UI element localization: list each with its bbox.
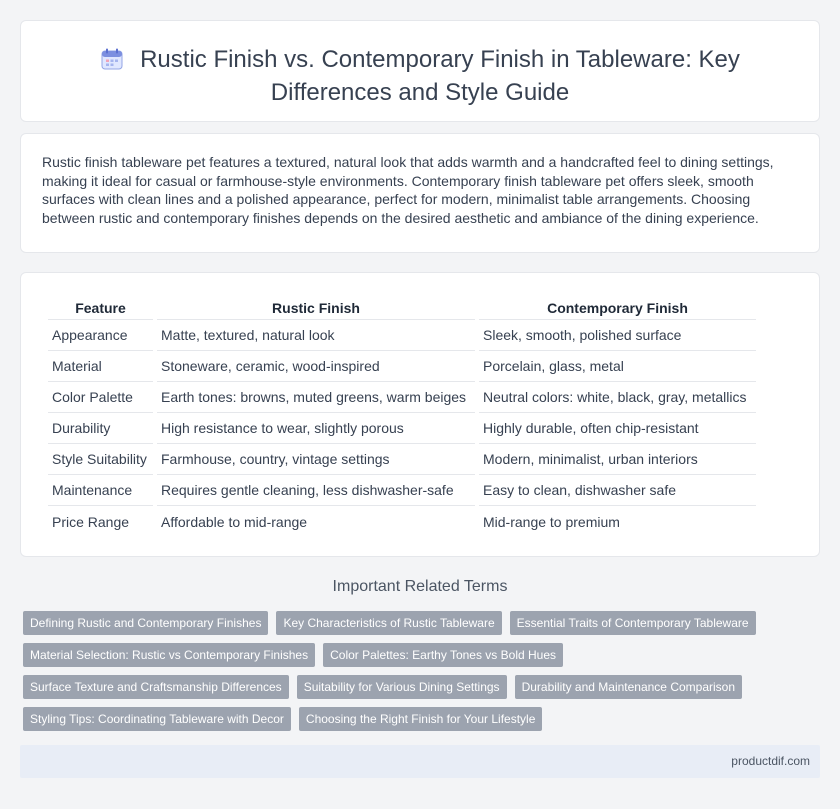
table-row bbox=[48, 413, 756, 444]
cell-rustic: Requires gentle cleaning, less dishwasher-safe bbox=[157, 475, 475, 506]
footer bbox=[20, 745, 820, 778]
cell-feature: Durability bbox=[48, 413, 153, 444]
title-line-2: Differences and Style Guide bbox=[270, 79, 570, 106]
term-tag[interactable]: Defining Rustic and Contemporary Finishes bbox=[23, 611, 268, 635]
term-tag[interactable]: Surface Texture and Craftsmanship Differences bbox=[23, 675, 289, 699]
intro-card bbox=[20, 133, 820, 253]
footer-site-link[interactable]: productdif.com bbox=[731, 754, 810, 768]
intro-text: Rustic finish tableware pet features a textured, natural look that adds warmth and a handcrafted feel to dining settings, making it ideal for casual or farmhouse-style environments. Contemporary finish tableware pet offers sleek, smooth surfaces with clean lines and a polished appearance, perfect for modern, minimalist table arrangements. Choosing between rustic and contemporary finishes depends on the desired aesthetic and ambiance of the dining experience. bbox=[42, 154, 774, 226]
cell-feature: Price Range bbox=[52, 513, 130, 530]
cell-rustic: Earth tones: browns, muted greens, warm beiges bbox=[157, 382, 475, 413]
table-row bbox=[48, 475, 756, 506]
header-rustic: Rustic Finish bbox=[157, 293, 475, 320]
table-header-row bbox=[48, 293, 756, 320]
cell-feature: Appearance bbox=[48, 320, 153, 351]
table-row bbox=[48, 320, 756, 351]
cell-contemporary: Neutral colors: white, black, gray, metallics bbox=[479, 382, 756, 413]
cell-contemporary: Mid-range to premium bbox=[483, 513, 620, 530]
header-contemporary: Contemporary Finish bbox=[479, 293, 756, 320]
related-terms-list bbox=[23, 611, 823, 731]
page-title bbox=[21, 45, 819, 107]
cell-contemporary: Easy to clean, dishwasher safe bbox=[479, 475, 756, 506]
cell-feature: Material bbox=[48, 351, 153, 382]
term-tag[interactable]: Material Selection: Rustic vs Contemporary Finishes bbox=[23, 643, 315, 667]
cell-feature: Maintenance bbox=[48, 475, 153, 506]
term-tag[interactable]: Key Characteristics of Rustic Tableware bbox=[276, 611, 501, 635]
related-terms-heading: Important Related Terms bbox=[332, 578, 508, 595]
term-tag[interactable]: Suitability for Various Dining Settings bbox=[297, 675, 507, 699]
cell-rustic: Farmhouse, country, vintage settings bbox=[157, 444, 475, 475]
cell-feature: Style Suitability bbox=[48, 444, 153, 475]
header-feature: Feature bbox=[48, 293, 153, 320]
cell-rustic: Affordable to mid-range bbox=[161, 513, 308, 530]
table-row bbox=[48, 351, 756, 382]
cell-contemporary: Sleek, smooth, polished surface bbox=[479, 320, 756, 351]
cell-feature: Color Palette bbox=[48, 382, 153, 413]
term-tag[interactable]: Essential Traits of Contemporary Tableware bbox=[510, 611, 756, 635]
calendar-icon bbox=[100, 47, 124, 78]
cell-contemporary: Modern, minimalist, urban interiors bbox=[479, 444, 756, 475]
term-tag[interactable]: Durability and Maintenance Comparison bbox=[515, 675, 742, 699]
cell-contemporary: Highly durable, often chip-resistant bbox=[479, 413, 756, 444]
term-tag[interactable]: Color Palettes: Earthy Tones vs Bold Hues bbox=[323, 643, 563, 667]
table-row bbox=[48, 444, 756, 475]
title-line-1: Rustic Finish vs. Contemporary Finish in Tableware: Key bbox=[140, 46, 740, 73]
term-tag[interactable]: Choosing the Right Finish for Your Lifestyle bbox=[299, 707, 542, 731]
table-row bbox=[48, 506, 756, 537]
cell-contemporary: Porcelain, glass, metal bbox=[479, 351, 756, 382]
comparison-table-card bbox=[20, 272, 820, 557]
comparison-table bbox=[44, 293, 760, 537]
cell-rustic: High resistance to wear, slightly porous bbox=[157, 413, 475, 444]
cell-rustic: Stoneware, ceramic, wood-inspired bbox=[157, 351, 475, 382]
title-card bbox=[20, 20, 820, 122]
term-tag[interactable]: Styling Tips: Coordinating Tableware with Decor bbox=[23, 707, 291, 731]
table-row bbox=[48, 382, 756, 413]
cell-rustic: Matte, textured, natural look bbox=[157, 320, 475, 351]
